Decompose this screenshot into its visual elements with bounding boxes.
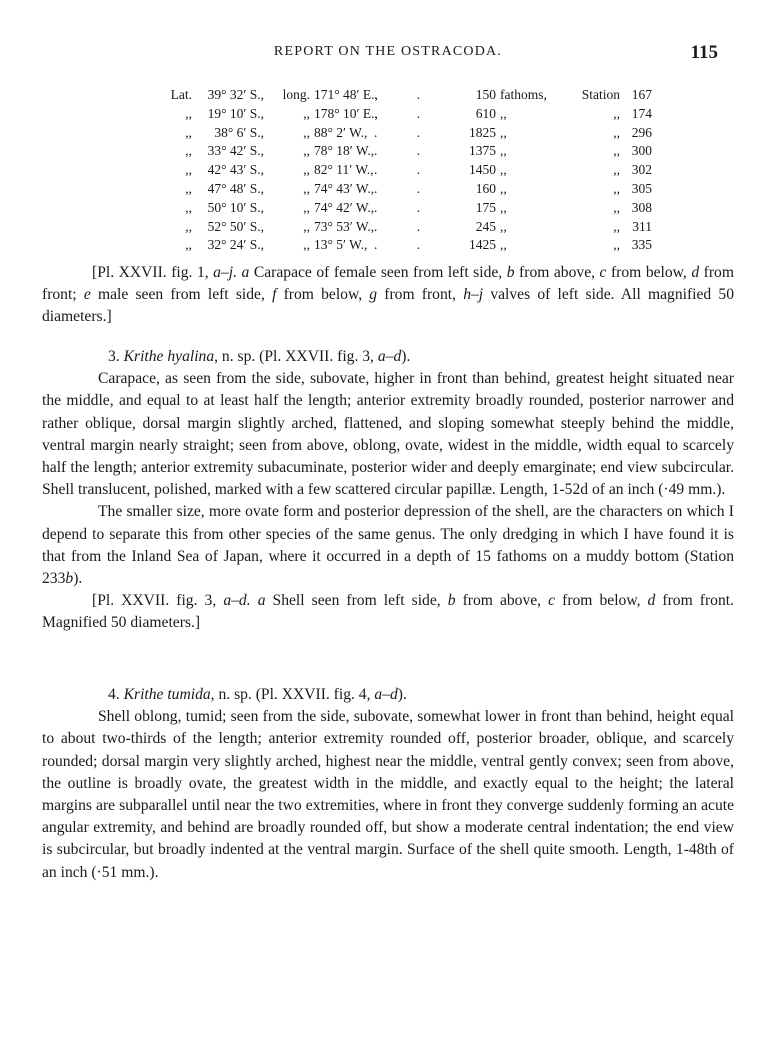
species-3-description: Carapace, as seen from the side, subovate, higher in front than behind, greatest height situated near the middle, and equal to at least half the length; anterior extremity broadly rounded, posterior narrower and rather oblique, dorsal margin slightly arched, flattened, and sloping somewhat steeply behind the middle, ventral margin nearly straight; seen from above, oblong, ovate, widest in the middle, width equal to scarcely half the length; anterior extremity subacuminate, posterior wider and deeply emarginate; end view subcircular. Shell translucent, polished, marked with a few scattered circular papillæ. Length, 1-52d of an inch (·49 mm.). (42, 370, 734, 499)
species-4-heading: 4. Krithe tumida, n. sp. (Pl. XXVII. fig. 4, a–d). (108, 686, 407, 703)
lat-label: ,, (185, 105, 192, 121)
long-label: ,, (303, 124, 310, 140)
station-row (144, 161, 652, 180)
station-row (144, 86, 652, 105)
station-label: ,, (613, 218, 620, 234)
lat-label: ,, (185, 180, 192, 196)
depth-unit: ,, (500, 162, 507, 178)
latitude: 42° 43′ S., (207, 162, 264, 178)
station-number: 296 (631, 124, 652, 140)
station-number: 302 (631, 162, 652, 178)
longitude: 78° 18′ W., (314, 143, 375, 159)
longitude: 74° 42′ W., (314, 199, 375, 215)
station-number: 335 (631, 237, 652, 253)
longitude: 88° 2′ W., (314, 124, 368, 140)
station-label: ,, (613, 124, 620, 140)
longitude: 171° 48′ E., (314, 87, 378, 102)
long-label: ,, (303, 105, 310, 121)
station-label: ,, (613, 105, 620, 121)
leader-dots: . . (374, 199, 439, 215)
species-3-remarks: The smaller size, more ovate form and posterior depression of the shell, are the characters on which I depend to separate this from other species of the same genus. The only dredging in which I have found it is that from the Inland Sea of Japan, where it occurred in a depth of 15 fathoms on a muddy bottom (Station 233b). (42, 503, 734, 588)
station-label: ,, (613, 143, 620, 159)
species-3-heading: 3. Krithe hyalina, n. sp. (Pl. XXVII. fig. 3, a–d). (108, 348, 411, 365)
station-row (144, 180, 652, 199)
depth: 245 (475, 218, 496, 234)
long-label: ,, (303, 143, 310, 159)
station-number: 305 (631, 180, 652, 196)
long-label: long. (282, 87, 310, 102)
depth: 1425 (469, 237, 496, 253)
leader-dots: . . (374, 162, 439, 178)
depth: 175 (475, 199, 496, 215)
longitude: 74° 43′ W., (314, 180, 375, 196)
station-row (144, 199, 652, 218)
depth: 150 (475, 87, 496, 102)
station-label: ,, (613, 237, 620, 253)
lat-label: ,, (185, 162, 192, 178)
latitude: 39° 32′ S., (207, 87, 264, 102)
leader-dots: . . (374, 237, 439, 253)
species-section-4 (42, 684, 734, 884)
station-number: 174 (631, 105, 652, 121)
lat-label: Lat. (170, 87, 192, 102)
depth-unit: ,, (500, 105, 507, 121)
long-label: ,, (303, 199, 310, 215)
lat-label: ,, (185, 124, 192, 140)
species-section-3 (42, 346, 734, 635)
lat-label: ,, (185, 218, 192, 234)
station-list (144, 86, 652, 255)
latitude: 33° 42′ S., (207, 143, 264, 159)
station-number: 311 (632, 218, 652, 234)
longitude: 178° 10′ E., (314, 105, 378, 121)
long-label: ,, (303, 162, 310, 178)
latitude: 32° 24′ S., (207, 237, 264, 253)
depth-unit: ,, (500, 143, 507, 159)
leader-dots: . . (374, 218, 439, 234)
page-header (0, 44, 776, 68)
station-number: 308 (631, 199, 652, 215)
latitude: 47° 48′ S., (207, 180, 264, 196)
leader-dots: . . (374, 124, 439, 140)
latitude: 50° 10′ S., (207, 199, 264, 215)
depth: 610 (475, 105, 496, 121)
depth-unit: ,, (500, 124, 507, 140)
latitude: 19° 10′ S., (207, 105, 264, 121)
leader-dots: . . (374, 143, 439, 159)
plate-note-fig-1 (42, 262, 734, 329)
plate-note-1-text: [Pl. XXVII. fig. 1, a–j. a Carapace of female seen from left side, b from above, c from below, d from front; e male seen from left side, f from below, g from front, h–j valves of left side. All magnified 50 diameters.] (42, 264, 734, 326)
station-row (144, 218, 652, 237)
lat-label: ,, (185, 237, 192, 253)
long-label: ,, (303, 180, 310, 196)
station-label: Station (581, 87, 620, 102)
station-row (144, 124, 652, 143)
station-number: 300 (631, 143, 652, 159)
long-label: ,, (303, 237, 310, 253)
station-row (144, 105, 652, 124)
latitude: 52° 50′ S., (207, 218, 264, 234)
station-label: ,, (613, 162, 620, 178)
lat-label: ,, (185, 143, 192, 159)
depth: 1450 (469, 162, 496, 178)
depth: 1375 (469, 143, 496, 159)
depth-unit: ,, (500, 218, 507, 234)
species-4-description: Shell oblong, tumid; seen from the side, subovate, somewhat lower in front than behind, height equal to about two-thirds of the length; anterior extremity rounded off, posterior broader, oblique, and scarcely rounded; dorsal margin very slightly arched, highest near the middle, ventral gently convex; seen from above, the outline is broadly ovate, the greatest width in the middle, and exactly equal to the height; the lateral margins are subparallel until near the two extremities, where in front they converge suddenly forming an acute angular extremity, and behind are broadly rounded off, but show a moderate central indentation; the end view is subcircular, but broadly indented at the ventral margin. Surface of the shell quite smooth. Length, 1-48th of an inch (·51 mm.). (42, 708, 734, 881)
depth-unit: ,, (500, 199, 507, 215)
leader-dots: . . (374, 105, 439, 121)
species-3-plate-note: [Pl. XXVII. fig. 3, a–d. a Shell seen from left side, b from above, c from below, d from front. Magnified 50 diameters.] (42, 592, 734, 632)
page-number: 115 (690, 42, 718, 63)
latitude: 38° 6′ S., (214, 124, 264, 140)
leader-dots: . . (374, 87, 439, 102)
station-row (144, 142, 652, 161)
station-label: ,, (613, 199, 620, 215)
long-label: ,, (303, 218, 310, 234)
depth-unit: ,, (500, 237, 507, 253)
station-row (144, 236, 652, 255)
leader-dots: . . (374, 180, 439, 196)
depth: 160 (475, 180, 496, 196)
depth-unit: fathoms, (500, 87, 547, 102)
longitude: 73° 53′ W., (314, 218, 375, 234)
lat-label: ,, (185, 199, 192, 215)
running-title: REPORT ON THE OSTRACODA. (273, 44, 503, 59)
station-number: 167 (631, 87, 652, 102)
station-label: ,, (613, 180, 620, 196)
longitude: 13° 5′ W., (314, 237, 368, 253)
depth: 1825 (469, 124, 496, 140)
longitude: 82° 11′ W., (314, 162, 374, 178)
depth-unit: ,, (500, 180, 507, 196)
